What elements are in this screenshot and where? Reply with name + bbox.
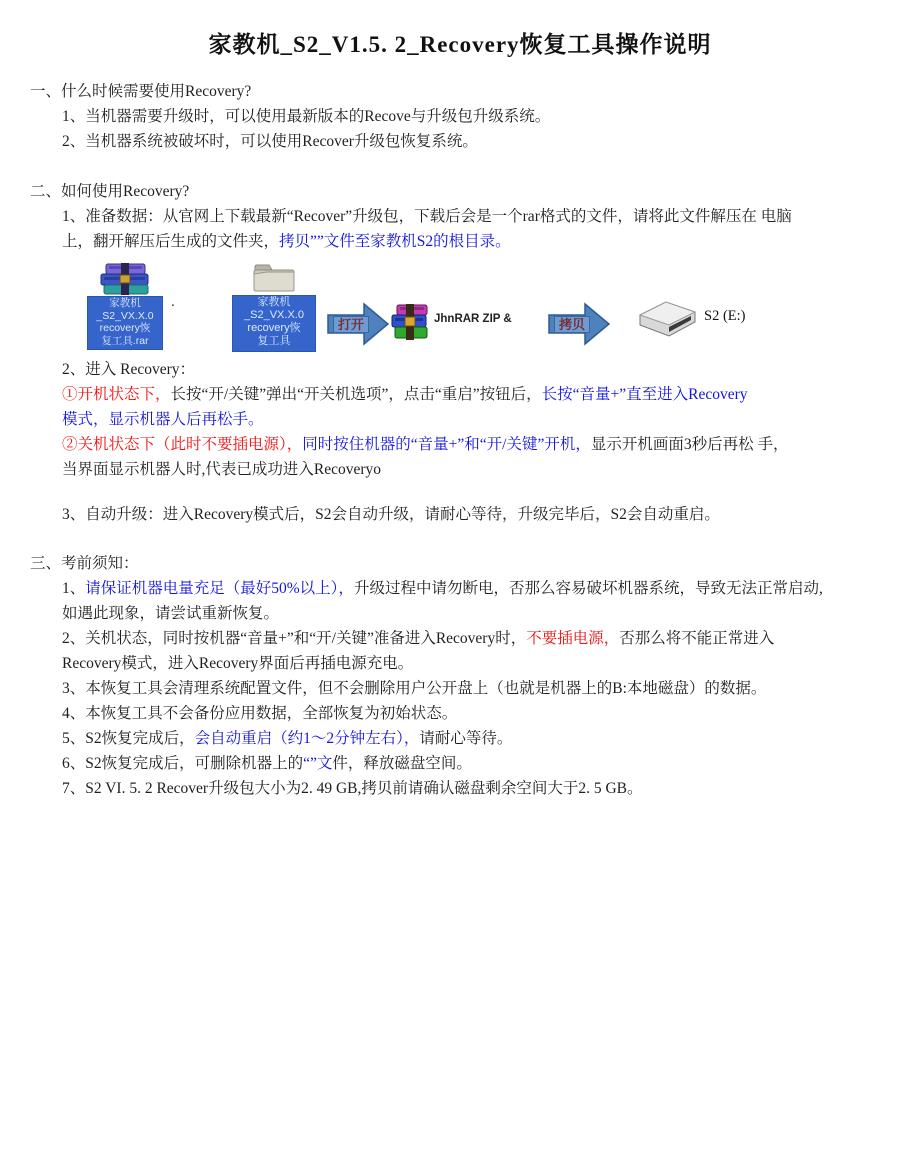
text-line (0, 576, 920, 601)
spacer (0, 482, 920, 502)
text-line (0, 601, 920, 626)
text-segment: 二、如何使用Recovery? (30, 183, 190, 200)
open-arrow (327, 302, 389, 346)
text-segment: 1、准备数据：从官网上下载最新“Recover”升级包，下载后会是一个rar格式的文件，请将此文件解压在 电脑 (62, 208, 792, 225)
text-line (0, 129, 920, 154)
workflow-figure (0, 260, 920, 357)
text-segment: 7、S2 VI. 5. 2 Recover升级包大小为2. 49 GB,拷贝前请确认磁盘剩余空间大于2. 5 GB。 (62, 780, 643, 797)
open-arrow-label: 打开 (333, 316, 369, 333)
disk-drive-icon (633, 298, 701, 340)
text-segment: 如遇此现象，请尝试重新恢复。 (62, 605, 280, 622)
text-segment: 2、关机状态，同时按机器“音量+”和“开/关键”准备进入Recovery时， (62, 630, 527, 647)
text-segment: 会自动重启（约1〜2分钟左右）， (194, 730, 420, 747)
text-segment: 一、什么时候需要使用Recovery? (30, 83, 252, 100)
copy-arrow-label: 拷贝 (554, 316, 590, 333)
section-heading (0, 551, 920, 576)
text-segment: ①开机状态下， (62, 386, 171, 403)
section-heading (0, 79, 920, 104)
text-line (0, 776, 920, 801)
text-segment: 不要插电源， (526, 630, 620, 647)
text-segment: 3、本恢复工具会清理系统配置文件，但不会删除用户公开盘上（也就是机器上的B:本地磁盘）的数据。 (62, 680, 767, 697)
text-line (0, 502, 920, 527)
section-heading (0, 179, 920, 204)
document-body-part1 (0, 79, 920, 254)
text-segment: 请保证机器电量充足（最好50%以上）， (85, 580, 354, 597)
text-segment: Recovery模式，进入Recovery界面后再插电源充电。 (62, 655, 414, 672)
text-segment: 长按“开/关键”弹出“开关机选项”，点击“重启”按钮后， (170, 386, 542, 403)
text-line (0, 382, 920, 407)
text-line (0, 204, 920, 229)
text-line (0, 626, 920, 651)
text-segment: 5、S2恢复完成后， (62, 730, 195, 747)
text-line (0, 651, 920, 676)
disk-caption: S2 (E:) (704, 308, 746, 324)
text-line (0, 701, 920, 726)
rar-file-label: 家教机 _S2_VX.X.0 recovery恢 复工具.rar (87, 296, 163, 350)
folder-label: 家教机 _S2_VX.X.0 recovery恢 复工具 (232, 295, 316, 352)
copy-arrow (548, 302, 610, 346)
text-segment: 4、本恢复工具不会备份应用数据，全部恢复为初始状态。 (62, 705, 458, 722)
winrar-archive-icon (97, 263, 153, 295)
text-segment: 拷贝””文件至家教机S2的根目录。 (279, 233, 511, 250)
spacer (0, 527, 920, 551)
separator-dot: . (171, 294, 175, 310)
page-title: 家教机_S2_V1.5. 2_Recovery恢复工具操作说明 (208, 32, 712, 57)
text-line (0, 726, 920, 751)
text-segment: 1、 (62, 580, 86, 597)
document-body-part2 (0, 357, 920, 801)
text-segment: 6、S2恢复完成后，可删除机器上的 (62, 755, 304, 772)
text-line (0, 407, 920, 432)
text-line (0, 457, 920, 482)
text-line (0, 432, 920, 457)
text-line (0, 104, 920, 129)
text-segment: 模式，显示机器人后再松手。 (62, 411, 264, 428)
folder-icon (253, 264, 295, 292)
text-segment: 请耐心等待。 (419, 730, 513, 747)
text-segment: 3、自动升级：进入Recovery模式后，S2会自动升级，请耐心等待，升级完毕后，S2会自动重启。 (62, 506, 720, 523)
text-line (0, 751, 920, 776)
text-segment: 2、进入 Recovery： (62, 361, 196, 378)
text-segment: 三、考前须知： (30, 555, 139, 572)
text-line (0, 676, 920, 701)
text-segment: 1、当机器需要升级时，可以使用最新版本的Recove与升级包升级系统。 (62, 108, 551, 125)
spacer (0, 154, 920, 179)
text-segment: 件，释放磁盘空间。 (332, 755, 472, 772)
winrar-caption: JhnRAR ZIP & (434, 313, 512, 325)
text-line (0, 229, 920, 254)
text-segment: 同时按住机器的“音量+”和“开/关键”开机， (302, 436, 591, 453)
text-segment: “”文 (303, 755, 333, 772)
text-segment: 显示开机画面3秒后再松 手， (590, 436, 789, 453)
text-segment: ②关机状态下（此时不要插电源）， (62, 436, 303, 453)
text-segment: 升级过程中请勿断电，否那么容易破坏机器系统，导致无法正常启动, (353, 580, 823, 597)
text-segment: 当界面显示机器人时,代表已成功进入Recoveryo (62, 461, 382, 478)
text-segment: 长按“音量+”直至进入Recovery (541, 386, 748, 403)
text-segment: 上，翻开解压后生成的文件夹， (62, 233, 280, 250)
text-line (0, 357, 920, 382)
winrar-app-icon (390, 304, 430, 340)
text-segment: 否那么将不能正常进入 (619, 630, 775, 647)
text-segment: 2、当机器系统被破坏时，可以使用Recover升级包恢复系统。 (62, 133, 478, 150)
